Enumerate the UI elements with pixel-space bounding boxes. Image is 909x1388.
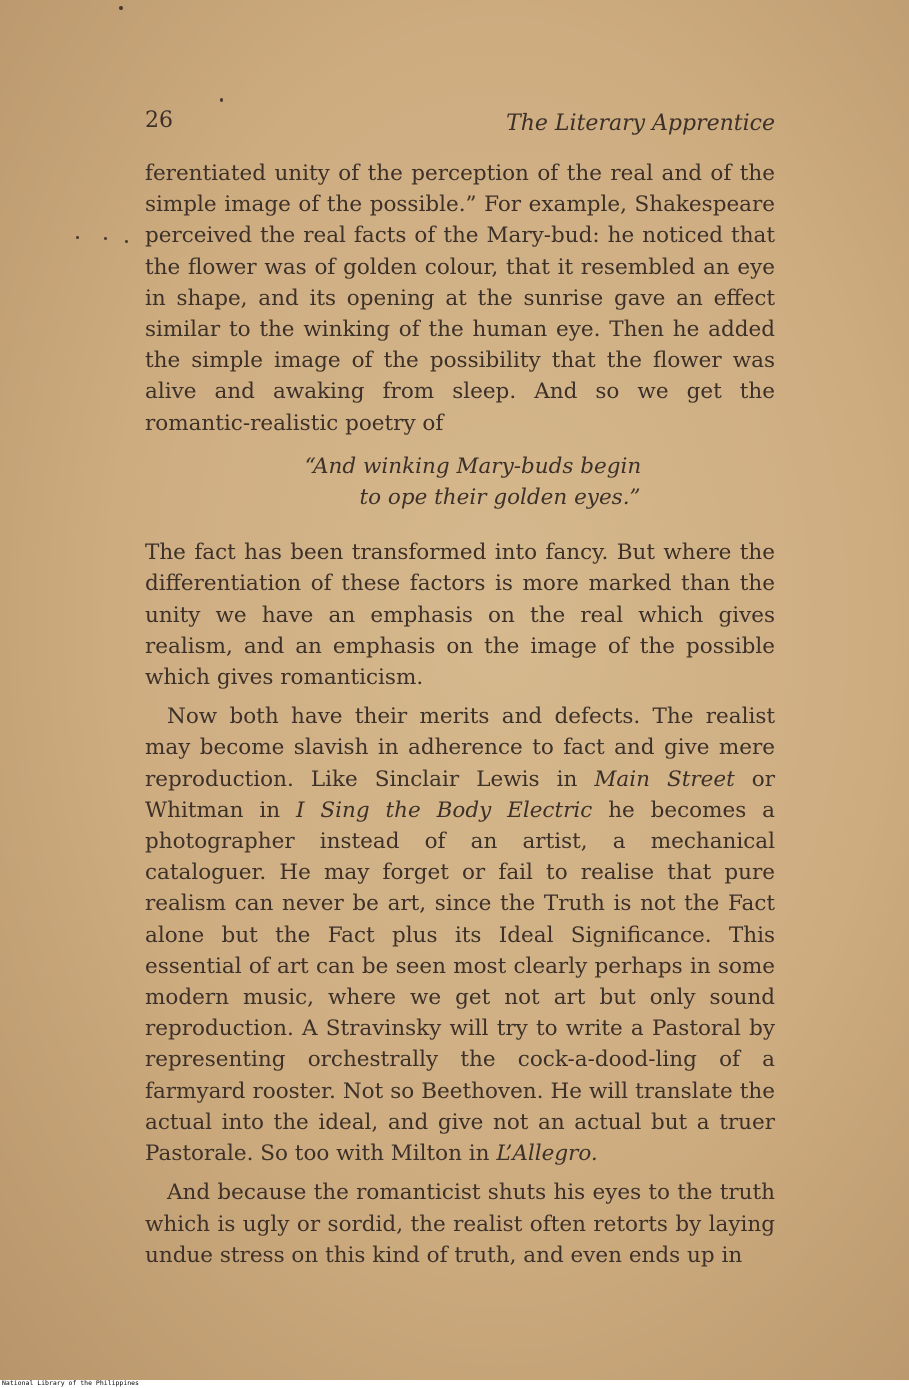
title-main-street: Main Street [594, 766, 735, 792]
verse-line-1: “And winking Mary-buds begin [304, 453, 642, 479]
paragraph-3 [145, 701, 775, 1169]
paragraph-1: ferentiated unity of the perception of the real and of the simple image of the possible.” For example, Shakespeare perceived the real facts of the Mary-bud: he noticed that the flower was of golden colour, that it resembled an eye in shape, and its opening at the sunrise gave an effect similar to the winking of the human eye. Then he added the simple image of the possibility that the flower was alive and awaking from sleep. And so we get the romantic-realistic poetry of [145, 161, 775, 436]
paragraph-2: The fact has been transformed into fancy. But where the differentiation of these factors is more marked than the unity we have an emphasis on the real which gives realism, and an emphasis on the image of the possible which gives romanticism. [145, 540, 775, 691]
source-credit: National Library of the Philippines [2, 1379, 139, 1387]
running-title: The Literary Apprentice [506, 111, 775, 136]
body-text [145, 158, 775, 1271]
verse-line-2: to ope their golden eyes.” [359, 485, 641, 511]
verse-quote [145, 451, 775, 513]
paragraph-4: And because the romanticist shuts his eyes to the truth which is ugly or sordid, the realist often retorts by laying undue stress on this kind of truth, and even ends up in [145, 1180, 775, 1268]
paragraph-3-part-b: or Whitman in [145, 766, 776, 823]
page-number: 26 [145, 108, 173, 133]
footer-strip [0, 1380, 909, 1388]
page-header [145, 108, 775, 140]
paragraph-3-part-a: Now both have their merits and defects. The realist may become slavish in adherence to fact and give mere reproduction. Like Sinclair Lewis in [145, 704, 775, 792]
title-i-sing-the-body-electric: I Sing the Body Electric [296, 797, 593, 823]
title-lallegro: L’Allegro. [496, 1141, 598, 1167]
paragraph-3-part-c: he becomes a photographer instead of an artist, a mechanical cataloguer. He may forget or fail to realise that pure realism can never be art, since the Truth is not the Fact alone but the Fact plus its Ideal Significance. This essential of art can be seen most clearly perhaps in some modern music, where we get not art but only sound reproduction. A Stravinsky will try to write a Pastoral by representing orchestrally the cock-a-dood-ling of a farmyard rooster. Not so Beethoven. He will translate the actual into the ideal, and give not an actual but a truer Pastorale. So too with Milton in [145, 797, 775, 1167]
